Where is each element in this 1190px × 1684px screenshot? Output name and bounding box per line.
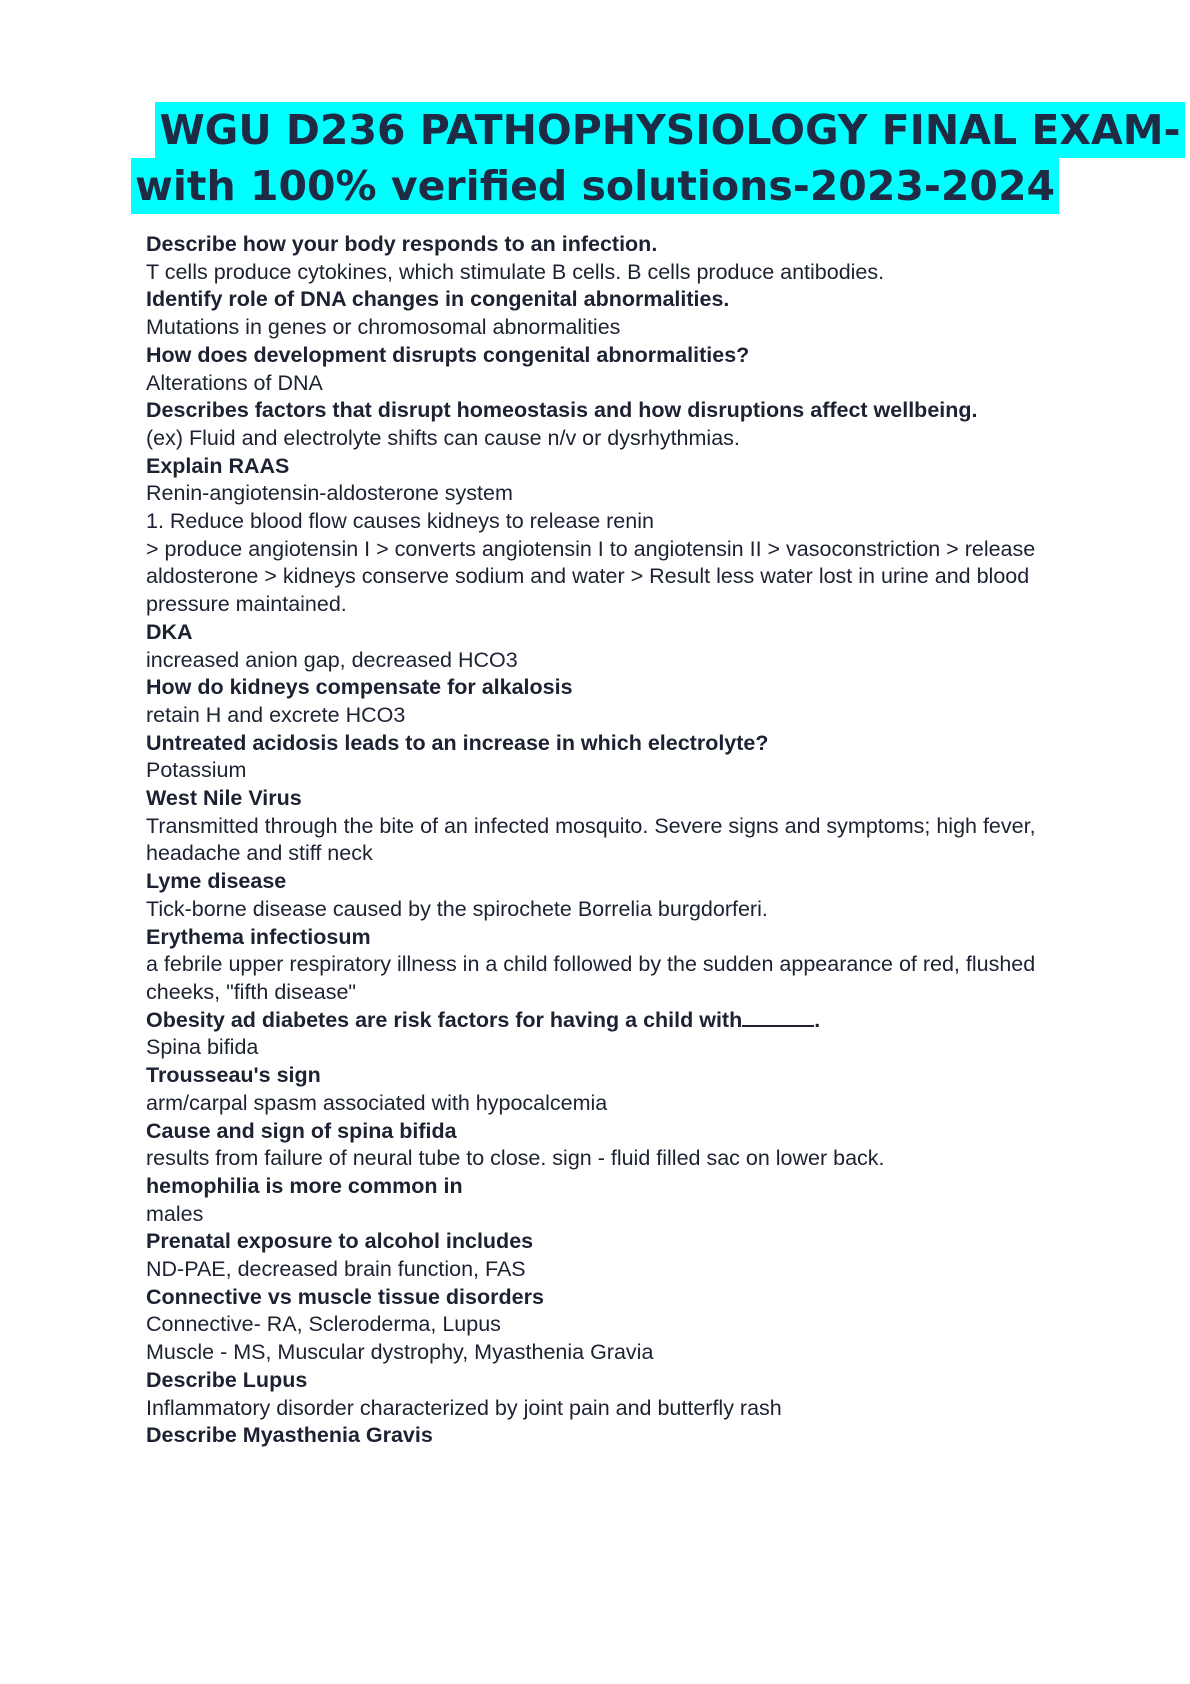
answer-7: retain H and excrete HCO3 bbox=[146, 702, 406, 727]
answer-9: Transmitted through the bite of an infected mosquito. Severe signs and symptoms; high fever, headache and stiff neck bbox=[146, 813, 1036, 866]
answer-1: T cells produce cytokines, which stimulate B cells. B cells produce antibodies. bbox=[146, 259, 885, 284]
answer-5-line-1: Renin-angiotensin-aldosterone system bbox=[146, 481, 513, 506]
question-12-suffix: . bbox=[814, 1007, 821, 1032]
question-2: Identify role of DNA changes in congenital abnormalities. bbox=[146, 287, 730, 312]
question-7: How do kidneys compensate for alkalosis bbox=[146, 675, 573, 700]
question-15: hemophilia is more common in bbox=[146, 1173, 463, 1198]
answer-3: Alterations of DNA bbox=[146, 370, 323, 395]
question-16: Prenatal exposure to alcohol includes bbox=[146, 1229, 534, 1254]
title-line-1: WGU D236 PATHOPHYSIOLOGY FINAL EXAM- bbox=[155, 102, 1184, 158]
answer-13: arm/carpal spasm associated with hypocalcemia bbox=[146, 1090, 608, 1115]
question-13: Trousseau's sign bbox=[146, 1063, 321, 1088]
answer-16: ND-PAE, decreased brain function, FAS bbox=[146, 1257, 526, 1282]
answer-4: (ex) Fluid and electrolyte shifts can cause n/v or dysrhythmias. bbox=[146, 425, 740, 450]
question-1: Describe how your body responds to an infection. bbox=[146, 232, 658, 256]
question-17: Connective vs muscle tissue disorders bbox=[146, 1284, 544, 1309]
question-12-text: Obesity ad diabetes are risk factors for having a child with bbox=[146, 1007, 743, 1032]
question-9: West Nile Virus bbox=[146, 786, 302, 811]
question-6: DKA bbox=[146, 619, 193, 644]
answer-11: a febrile upper respiratory illness in a child followed by the sudden appearance of red, flushed cheeks, "fifth disease" bbox=[146, 952, 1036, 1004]
question-14: Cause and sign of spina bifida bbox=[146, 1118, 457, 1143]
answer-2: Mutations in genes or chromosomal abnormalities bbox=[146, 315, 621, 340]
answer-14: results from failure of neural tube to close. sign - fluid filled sac on lower back. bbox=[146, 1146, 885, 1171]
answer-12: Spina bifida bbox=[146, 1035, 259, 1060]
question-10: Lyme disease bbox=[146, 869, 287, 894]
question-3: How does development disrupts congenital abnormalities? bbox=[146, 342, 750, 367]
question-8: Untreated acidosis leads to an increase in which electrolyte? bbox=[146, 730, 769, 755]
fill-in-blank bbox=[742, 1007, 814, 1027]
question-18: Describe Lupus bbox=[146, 1367, 308, 1392]
question-4: Describes factors that disrupt homeostasis and how disruptions affect wellbeing. bbox=[146, 398, 978, 423]
qa-list bbox=[146, 231, 1106, 1450]
answer-5-line-2: 1. Reduce blood flow causes kidneys to release renin bbox=[146, 509, 654, 534]
answer-8: Potassium bbox=[146, 758, 247, 783]
answer-17-line-1: Connective- RA, Scleroderma, Lupus bbox=[146, 1312, 501, 1337]
answer-10: Tick-borne disease caused by the spirochete Borrelia burgdorferi. bbox=[146, 896, 768, 921]
answer-15: males bbox=[146, 1201, 204, 1226]
answer-17-line-2: Muscle - MS, Muscular dystrophy, Myasthenia Gravia bbox=[146, 1340, 654, 1365]
document-title bbox=[0, 102, 1190, 214]
question-5: Explain RAAS bbox=[146, 453, 290, 478]
title-line-2: with 100% verified solutions-2023-2024 bbox=[131, 158, 1059, 214]
question-12 bbox=[146, 1007, 1106, 1035]
question-19: Describe Myasthenia Gravis bbox=[146, 1423, 433, 1448]
question-11: Erythema infectiosum bbox=[146, 924, 371, 949]
answer-5-line-3: > produce angiotensin I > converts angiotensin I to angiotensin II > vasoconstriction > release aldosterone > kidneys conserve sodium and water > Result less water lost in urine and blood pressure maintained. bbox=[146, 536, 1036, 617]
answer-18: Inflammatory disorder characterized by joint pain and butterfly rash bbox=[146, 1395, 782, 1420]
answer-6: increased anion gap, decreased HCO3 bbox=[146, 647, 518, 672]
